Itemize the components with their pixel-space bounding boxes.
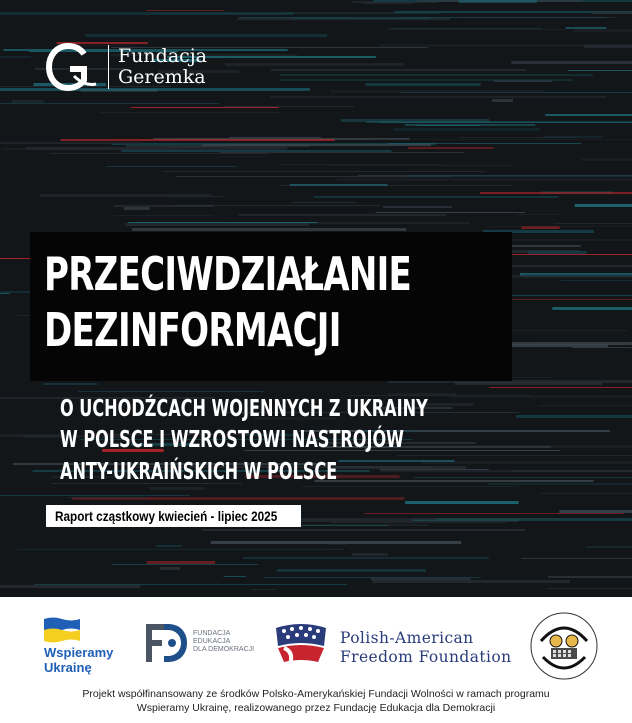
glitch-streak bbox=[338, 460, 454, 462]
logo-wordmark bbox=[118, 46, 207, 88]
glitch-streak bbox=[528, 251, 587, 254]
glitch-streak bbox=[251, 589, 276, 590]
glitch-streak bbox=[0, 142, 140, 144]
glitch-streak bbox=[380, 470, 632, 472]
glitch-streak bbox=[352, 553, 388, 556]
glitch-streak bbox=[383, 206, 452, 208]
glitch-streak bbox=[291, 202, 357, 203]
report-badge bbox=[46, 505, 301, 527]
ukraine-line-1: Wspieramy bbox=[44, 645, 114, 660]
glitch-streak bbox=[376, 212, 525, 213]
glitch-streak bbox=[394, 128, 540, 131]
glitch-streak bbox=[0, 495, 190, 496]
glitch-streak bbox=[407, 175, 632, 177]
glitch-streak bbox=[568, 70, 632, 71]
glitch-streak bbox=[455, 382, 603, 385]
glitch-streak bbox=[279, 164, 443, 165]
glitch-streak bbox=[34, 584, 347, 585]
glitch-streak bbox=[565, 27, 606, 29]
glitch-streak bbox=[365, 513, 624, 514]
glitch-streak bbox=[559, 510, 632, 513]
glitch-streak bbox=[372, 580, 570, 583]
glitch-streak bbox=[229, 137, 321, 138]
glitch-streak bbox=[203, 144, 431, 146]
glitch-streak bbox=[388, 143, 582, 144]
glitch-streak bbox=[489, 387, 632, 388]
funding-note-line-1: Projekt współfinansowany ze środków Polsko-Amerykańskiej Fundacji Wolności w ramach programu bbox=[82, 688, 550, 700]
glitch-streak bbox=[408, 147, 494, 149]
glitch-streak bbox=[68, 497, 146, 498]
glitch-streak bbox=[0, 293, 10, 294]
glitch-streak bbox=[332, 522, 507, 523]
glitch-streak bbox=[0, 103, 219, 104]
glitch-streak bbox=[380, 469, 489, 470]
glitch-streak bbox=[242, 17, 349, 18]
glitch-streak bbox=[327, 544, 347, 545]
glitch-streak bbox=[61, 139, 335, 141]
glitch-streak bbox=[107, 166, 237, 167]
glitch-streak bbox=[327, 165, 514, 166]
title-box bbox=[30, 232, 512, 381]
title-line-1: PRZECIWDZIAŁANIE bbox=[44, 247, 412, 301]
glitch-streak bbox=[219, 152, 465, 153]
glitch-streak bbox=[125, 223, 308, 226]
glitch-streak bbox=[371, 578, 471, 580]
ukraine-line-2: Ukrainę bbox=[44, 660, 92, 675]
pa-freedom-wordmark bbox=[340, 629, 511, 667]
glitch-streak bbox=[552, 307, 632, 310]
fed-logo-mark bbox=[144, 620, 190, 666]
ukraine-flag-icon bbox=[44, 617, 80, 643]
glitch-streak bbox=[0, 585, 140, 588]
glitch-streak bbox=[335, 466, 465, 469]
glitch-streak bbox=[243, 557, 489, 559]
fundacja-geremka-logo bbox=[44, 42, 207, 92]
glitch-streak bbox=[561, 280, 632, 281]
glitch-streak bbox=[78, 391, 264, 392]
glitch-streak bbox=[459, 17, 617, 18]
glitch-streak bbox=[575, 204, 632, 207]
glitch-streak bbox=[370, 139, 632, 140]
glitch-streak bbox=[0, 434, 67, 437]
glitch-streak bbox=[399, 445, 632, 448]
pa-line-1: Polish-American bbox=[340, 629, 474, 647]
glitch-streak bbox=[211, 541, 462, 544]
funding-note bbox=[0, 687, 632, 715]
glitch-streak bbox=[156, 545, 182, 547]
glitch-streak bbox=[131, 107, 278, 108]
glitch-streak bbox=[413, 518, 632, 521]
glitch-streak bbox=[239, 214, 446, 216]
glitch-streak bbox=[492, 99, 513, 102]
glitch-streak bbox=[584, 45, 632, 48]
glitch-streak bbox=[336, 178, 632, 181]
glitch-streak bbox=[572, 347, 632, 348]
glitch-streak bbox=[591, 12, 632, 14]
fed-line-2: EDUKACJA bbox=[193, 638, 231, 645]
glitch-streak bbox=[314, 196, 558, 198]
glitch-streak bbox=[112, 564, 259, 565]
glitch-streak bbox=[128, 222, 317, 223]
glitch-streak bbox=[522, 558, 632, 559]
subtitle-line-3: ANTY-UKRAIŃSKICH W POLSCE bbox=[60, 459, 338, 485]
glitch-streak bbox=[163, 171, 486, 172]
glitch-streak bbox=[215, 156, 266, 157]
glitch-streak bbox=[113, 215, 213, 216]
glitch-streak bbox=[586, 546, 632, 548]
glitch-streak bbox=[40, 194, 211, 197]
logo-line-2: Geremka bbox=[118, 66, 206, 88]
glitch-streak bbox=[26, 147, 287, 150]
glitch-streak bbox=[516, 415, 632, 418]
funding-note-line-2: Wspieramy Ukrainę, realizowanego przez Fundację Edukacja dla Demokracji bbox=[136, 702, 496, 714]
glitch-streak bbox=[160, 567, 181, 570]
glitch-streak bbox=[385, 29, 564, 30]
glitch-streak bbox=[511, 61, 632, 64]
glitch-streak bbox=[279, 79, 573, 81]
glitch-streak bbox=[224, 106, 354, 107]
glitch-streak bbox=[405, 501, 519, 504]
glitch-streak bbox=[281, 185, 511, 186]
fed-line-1: FUNDACJA bbox=[193, 630, 231, 637]
glitch-streak bbox=[573, 29, 632, 32]
glitch-streak bbox=[224, 576, 247, 577]
glitch-streak bbox=[480, 192, 632, 194]
glitch-streak bbox=[175, 205, 381, 206]
glitch-streak bbox=[554, 223, 632, 224]
glitch-streak bbox=[363, 3, 414, 4]
logo-line-1: Fundacja bbox=[118, 45, 208, 67]
glitch-streak bbox=[450, 395, 632, 398]
glitch-streak bbox=[18, 549, 344, 550]
glitch-streak bbox=[405, 124, 536, 126]
pa-freedom-shield-icon bbox=[274, 622, 328, 668]
glitch-streak bbox=[202, 529, 525, 531]
glitch-streak bbox=[146, 10, 225, 11]
report-badge-label: Raport cząstkowy kwiecień - lipiec 2025 bbox=[55, 508, 278, 524]
glitch-streak bbox=[147, 561, 215, 564]
wspieramy-ukraine-logo bbox=[44, 645, 113, 675]
glitch-streak bbox=[543, 136, 603, 138]
pa-line-2: Freedom Foundation bbox=[340, 648, 512, 666]
glitch-streak bbox=[155, 13, 441, 14]
glitch-streak bbox=[314, 480, 593, 482]
glitch-streak bbox=[488, 226, 632, 227]
glitch-streak bbox=[414, 477, 632, 478]
glitch-streak bbox=[545, 114, 632, 116]
glitch-streak bbox=[225, 63, 404, 66]
glitch-streak bbox=[122, 150, 392, 152]
title-line-2: DEZINFORMACJI bbox=[44, 303, 341, 357]
glitch-streak bbox=[277, 569, 426, 572]
glitch-streak bbox=[0, 56, 31, 58]
glitch-streak bbox=[488, 483, 632, 485]
glitch-streak bbox=[330, 90, 544, 93]
glitch-streak bbox=[581, 158, 632, 161]
fed-line-3: DLA DEMOKRACJI bbox=[193, 646, 255, 653]
glitch-streak bbox=[423, 403, 474, 406]
glitch-streak bbox=[548, 576, 632, 578]
glitch-streak bbox=[539, 405, 632, 406]
glitch-streak bbox=[270, 96, 606, 98]
glitch-streak bbox=[124, 207, 150, 210]
glitch-streak bbox=[341, 119, 490, 122]
glitch-streak bbox=[540, 493, 632, 494]
glitch-streak bbox=[43, 383, 97, 385]
fed-wordmark bbox=[193, 630, 254, 654]
logo-separator bbox=[108, 45, 109, 89]
glitch-streak bbox=[517, 214, 562, 215]
glitch-streak bbox=[85, 34, 327, 37]
glitch-streak bbox=[398, 455, 632, 456]
glitch-streak bbox=[263, 577, 481, 578]
glitch-streak bbox=[100, 112, 280, 113]
glitch-streak bbox=[50, 153, 268, 154]
glitch-streak bbox=[459, 0, 537, 3]
g-monogram-icon bbox=[44, 42, 98, 92]
wojownicy-klawiatury-logo bbox=[529, 611, 599, 681]
glitch-streak bbox=[271, 69, 527, 71]
subtitle-line-1: O UCHODŹCACH WOJENNYCH Z UKRAINY bbox=[60, 396, 428, 422]
glitch-streak bbox=[547, 588, 632, 589]
glitch-streak bbox=[390, 28, 542, 29]
glitch-streak bbox=[366, 83, 481, 86]
subtitle-line-2: W POLSCE I WZROSTOWI NASTROJÓW bbox=[60, 427, 404, 453]
glitch-streak bbox=[132, 228, 406, 231]
glitch-streak bbox=[12, 100, 44, 103]
glitch-streak bbox=[280, 74, 593, 76]
